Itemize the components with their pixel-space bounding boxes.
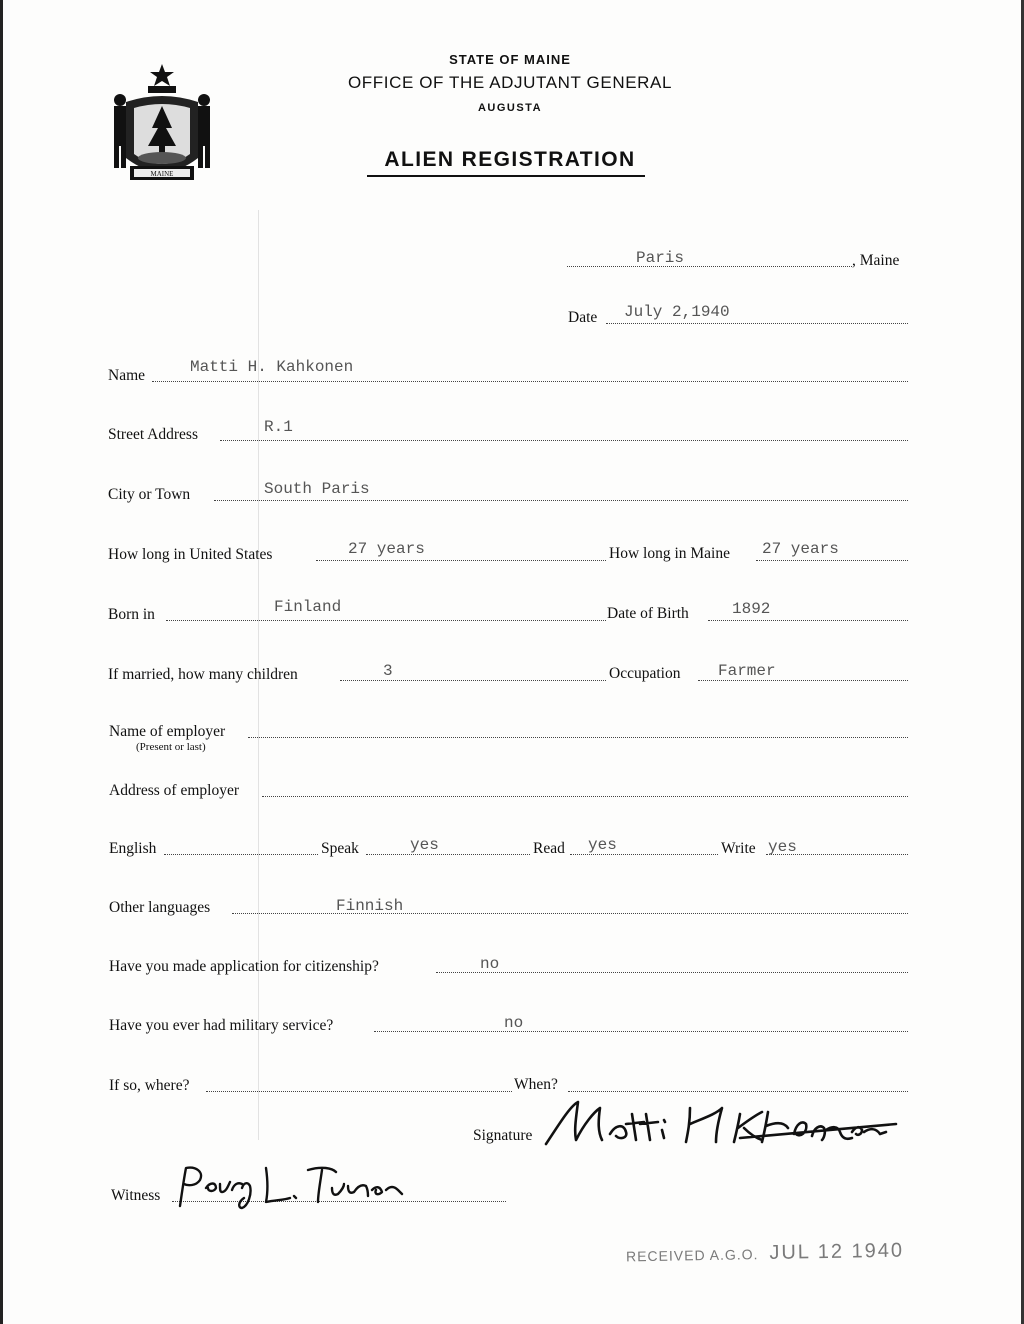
received-stamp xyxy=(626,1240,904,1268)
date-label: Date xyxy=(568,309,598,326)
stamp-date: JUL 12 1940 xyxy=(769,1239,905,1264)
write-value: yes xyxy=(768,838,797,856)
children-line xyxy=(340,680,606,681)
military-value: no xyxy=(504,1014,524,1032)
street-line xyxy=(220,440,908,441)
header-state: STATE OF MAINE xyxy=(449,52,571,67)
place-value: Paris xyxy=(636,249,685,267)
employer-address-line xyxy=(262,796,908,797)
military-label: Have you ever had military service? xyxy=(109,1017,334,1034)
born-in-line xyxy=(166,620,606,621)
street-value: R.1 xyxy=(264,418,293,436)
born-in-value: Finland xyxy=(274,598,342,616)
header-city: AUGUSTA xyxy=(477,102,543,114)
children-value: 3 xyxy=(383,662,393,680)
title-underline xyxy=(367,175,645,177)
occupation-line xyxy=(698,680,908,681)
occupation-label: Occupation xyxy=(609,665,681,682)
date-line xyxy=(606,323,908,324)
dob-label: Date of Birth xyxy=(607,605,689,622)
handwritten-signature-icon xyxy=(540,1094,900,1154)
how-long-maine-line xyxy=(756,560,908,561)
signature-label: Signature xyxy=(473,1127,533,1144)
read-value: yes xyxy=(588,836,617,854)
when-label: When? xyxy=(514,1076,558,1093)
english-line xyxy=(164,854,318,855)
how-long-maine-value: 27 years xyxy=(762,540,839,558)
witness-label: Witness xyxy=(111,1187,161,1204)
form-title: ALIEN REGISTRATION xyxy=(384,148,636,171)
citizenship-value: no xyxy=(480,955,500,973)
city-label: City or Town xyxy=(108,486,191,503)
other-languages-line xyxy=(232,913,908,914)
how-long-us-line xyxy=(316,560,606,561)
dob-line xyxy=(708,620,908,621)
employer-address-label: Address of employer xyxy=(109,782,239,799)
military-line xyxy=(374,1031,908,1032)
place-suffix: , Maine xyxy=(852,252,900,269)
born-in-label: Born in xyxy=(108,606,155,623)
name-label: Name xyxy=(108,367,146,384)
dob-value: 1892 xyxy=(732,600,771,618)
witness-signature-icon xyxy=(172,1162,412,1210)
city-line xyxy=(214,500,908,501)
how-long-us-value: 27 years xyxy=(348,540,425,558)
street-label: Street Address xyxy=(108,426,198,443)
read-label: Read xyxy=(533,840,565,857)
children-label: If married, how many children xyxy=(108,666,298,683)
read-line xyxy=(570,854,718,855)
date-value: July 2,1940 xyxy=(624,303,730,321)
other-languages-label: Other languages xyxy=(109,899,211,916)
write-label: Write xyxy=(721,840,756,857)
svg-text:MAINE: MAINE xyxy=(150,170,174,178)
speak-label: Speak xyxy=(321,840,359,857)
stamp-prefix: RECEIVED A.G.O. xyxy=(625,1246,759,1265)
city-value: South Paris xyxy=(264,480,370,498)
speak-line xyxy=(366,854,530,855)
employer-label: Name of employer xyxy=(109,723,226,740)
citizenship-label: Have you made application for citizenship? xyxy=(109,958,379,975)
scan-edge-left xyxy=(0,0,3,1324)
how-long-us-label: How long in United States xyxy=(108,546,273,563)
other-languages-value: Finnish xyxy=(336,897,404,915)
employer-line xyxy=(248,737,908,738)
english-label: English xyxy=(109,840,157,857)
occupation-value: Farmer xyxy=(718,662,776,680)
header-office: OFFICE OF THE ADJUTANT GENERAL xyxy=(347,73,673,92)
name-line xyxy=(152,381,908,382)
employer-sublabel: (Present or last) xyxy=(136,741,206,753)
when-line xyxy=(568,1091,908,1092)
name-value: Matti H. Kahkonen xyxy=(190,358,354,376)
citizenship-line xyxy=(436,972,908,973)
where-label: If so, where? xyxy=(109,1077,190,1094)
speak-value: yes xyxy=(410,836,439,854)
where-line xyxy=(206,1091,512,1092)
how-long-maine-label: How long in Maine xyxy=(609,545,730,562)
place-line xyxy=(567,266,852,267)
